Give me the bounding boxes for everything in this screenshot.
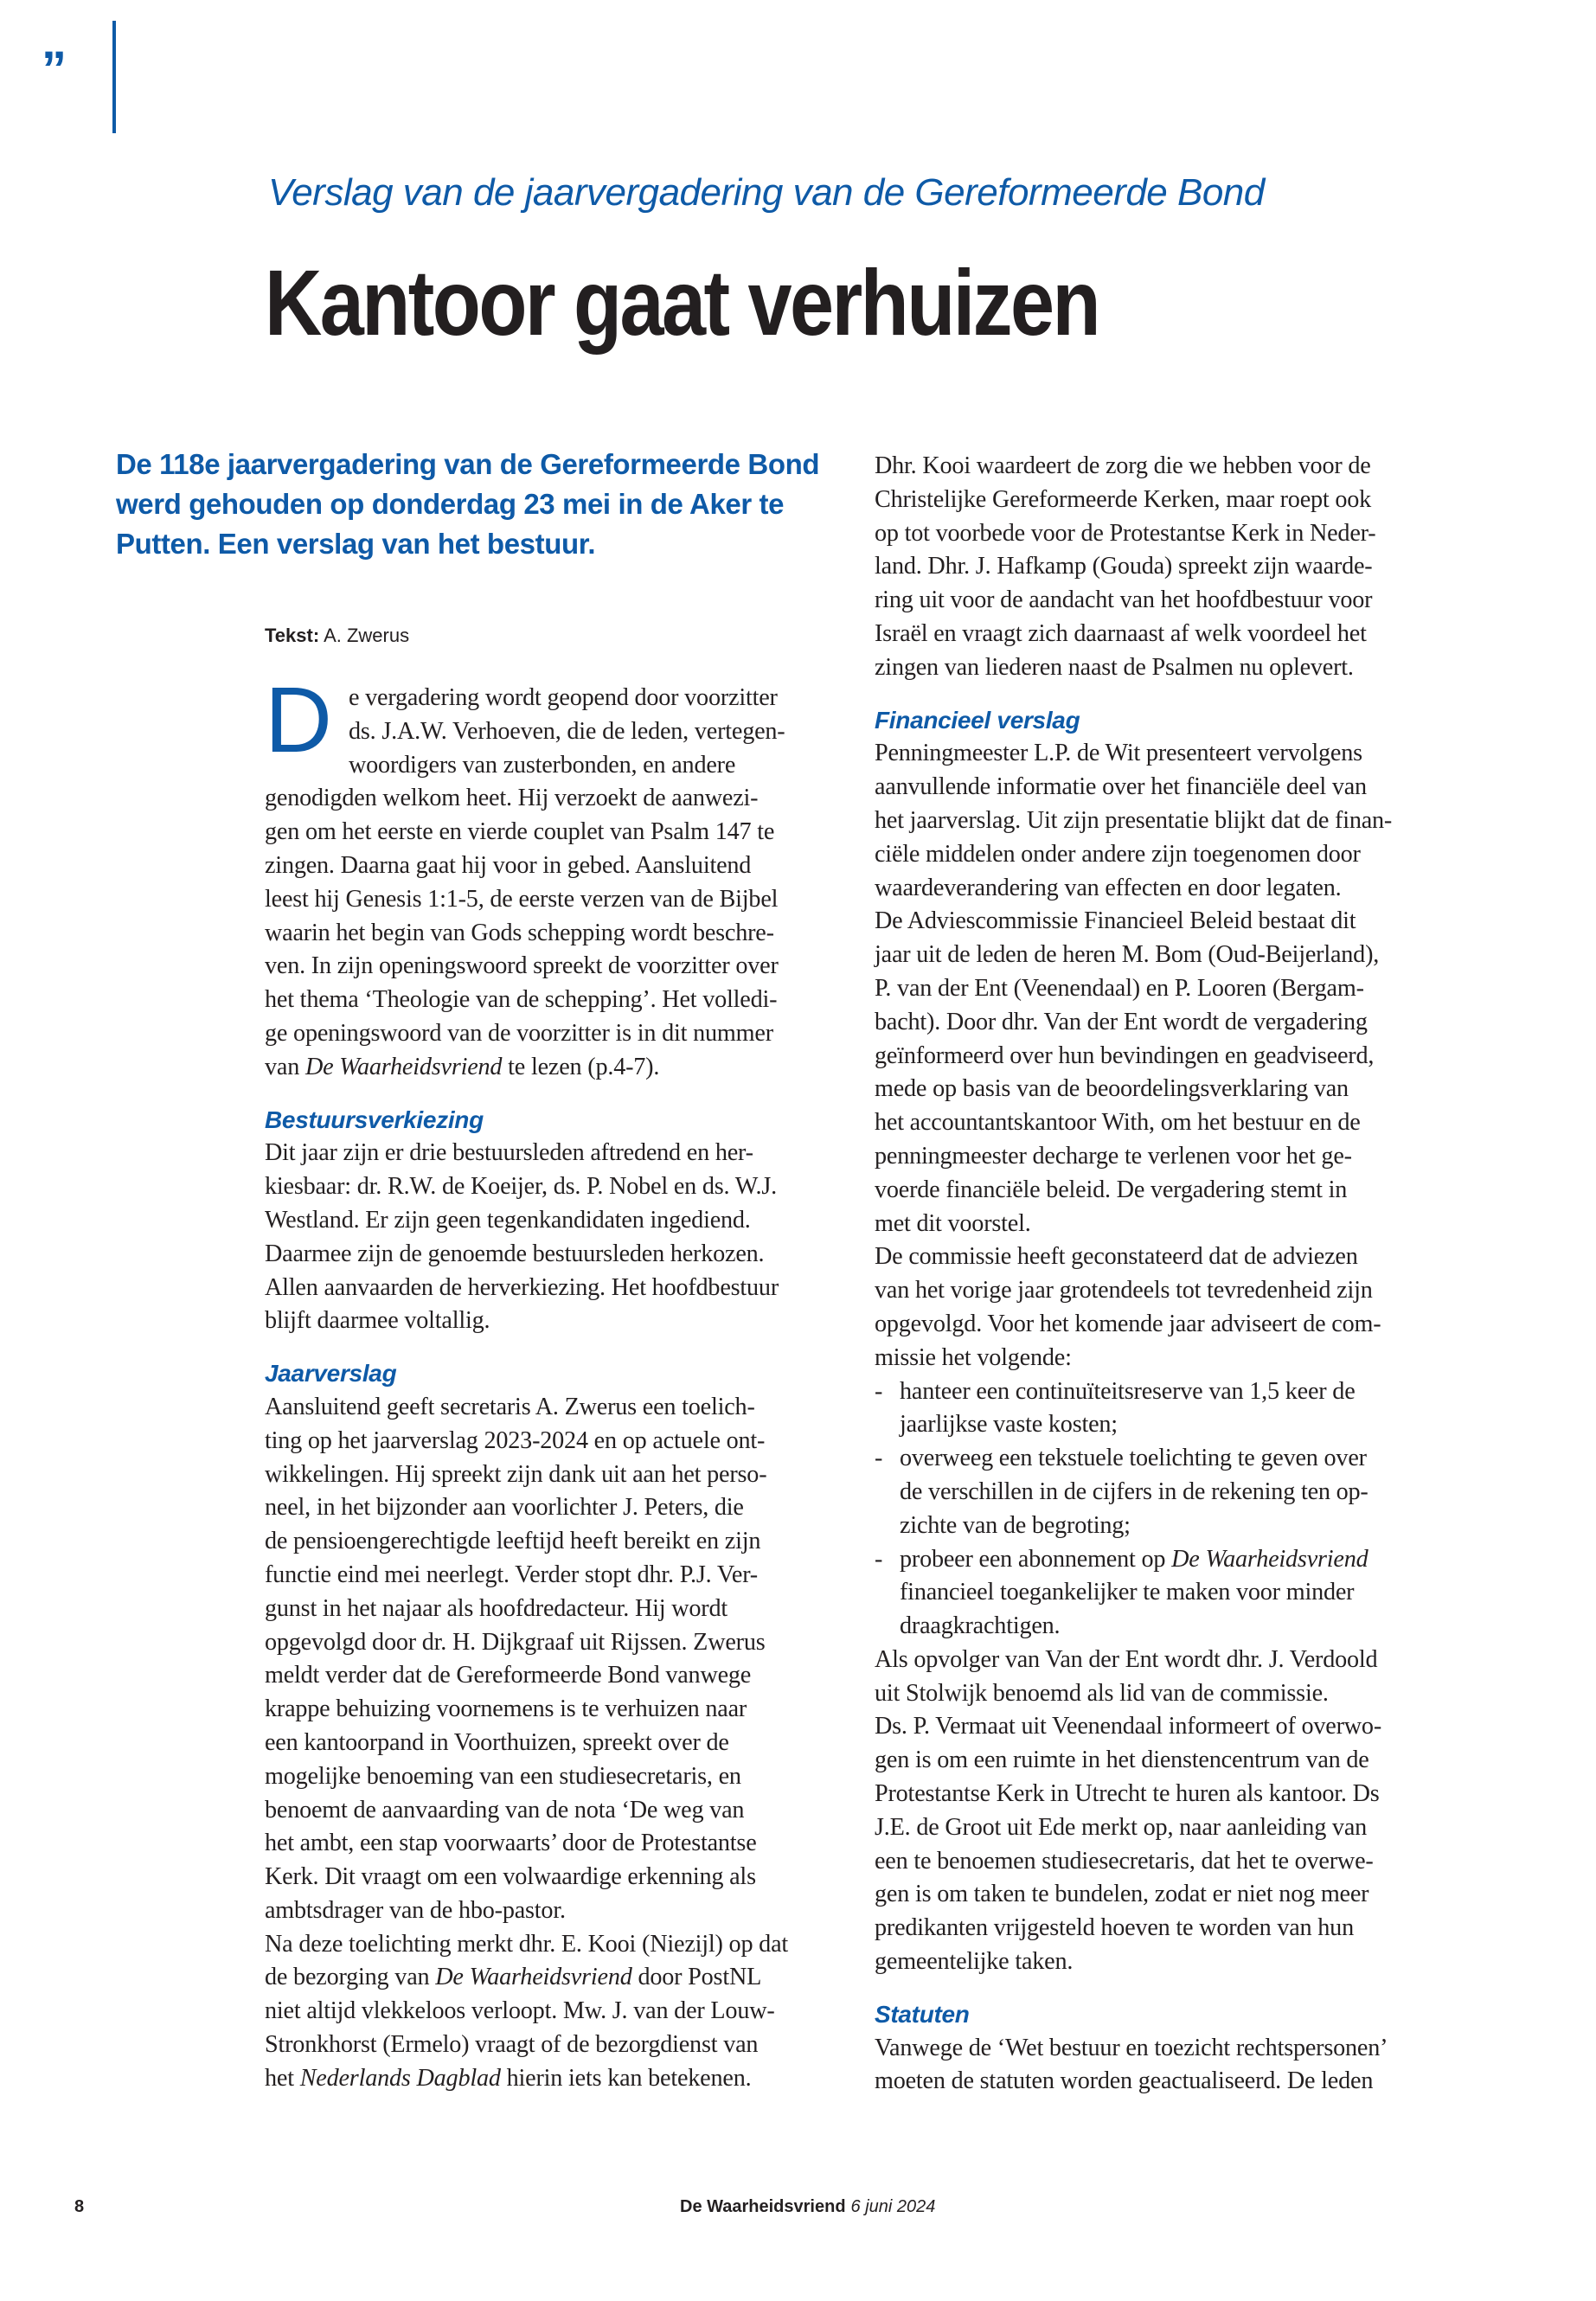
- magazine-title: De Waarheidsvriend: [1171, 1545, 1368, 1573]
- footer-magazine: De Waarheidsvriend: [680, 2197, 846, 2216]
- text-line: ring uit voor de aandacht van het hoofdbestuur voor: [875, 586, 1373, 614]
- text-line: de pensioengerechtigde leeftijd heeft bereikt en zijn: [265, 1528, 761, 1555]
- list-item: [875, 1543, 1442, 1577]
- text-line: neel, in het bijzonder aan voorlichter J. Peters, die: [265, 1494, 744, 1522]
- drop-cap: D: [265, 667, 332, 772]
- text-line: draagkrachtigen.: [900, 1612, 1061, 1640]
- text-line: leest hij Genesis 1:1-5, de eerste verzen van de Bijbel: [265, 885, 779, 913]
- text-run: probeer een abonnement op: [900, 1545, 1172, 1573]
- subheading-statuten: Statuten: [875, 2000, 970, 2028]
- text-line: zingen. Daarna gaat hij voor in gebed. Aansluitend: [265, 851, 752, 879]
- text-line: De Adviescommissie Financieel Beleid bestaat dit: [875, 907, 1356, 935]
- text-line: opgevolgd. Voor het komende jaar adviseert de com-: [875, 1310, 1381, 1337]
- left-column: [265, 667, 832, 2096]
- magazine-title: De Waarheidsvriend: [435, 1964, 632, 1991]
- text-line: krappe behuizing voornemens is te verhuizen naar: [265, 1695, 747, 1723]
- text-line: Dit jaar zijn er drie bestuursleden aftredend en her-: [265, 1139, 753, 1167]
- text-line: Stronkhorst (Ermelo) vraagt of de bezorgdienst van: [265, 2031, 759, 2059]
- byline: [265, 623, 409, 649]
- text-line: Vanwege de ‘Wet bestuur en toezicht rechtspersonen’: [875, 2034, 1388, 2061]
- text-line: genodigden welkom heet. Hij verzoekt de aanwezi-: [265, 785, 759, 812]
- text-line: voerde financiële beleid. De vergadering stemt in: [875, 1176, 1348, 1203]
- magazine-title: De Waarheidsvriend: [304, 1053, 503, 1080]
- text-line: gemeentelijke taken.: [875, 1948, 1074, 1976]
- text-line: bacht). Door dhr. Van der Ent wordt de vergadering: [875, 1008, 1368, 1035]
- byline-label: Tekst:: [265, 625, 320, 646]
- text-run: door PostNL: [631, 1964, 762, 1991]
- text-line: het jaarverslag. Uit zijn presentatie blijkt dat de finan-: [875, 806, 1393, 834]
- intro-lead: De 118e jaarvergadering van de Gereformeerde Bond werd gehouden op donderdag 23 mei in de Aker te Putten. Een verslag van het bestuur.: [116, 448, 820, 560]
- text-line: met dit voorstel.: [875, 1209, 1031, 1237]
- text-line: Na deze toelichting merkt dhr. E. Kooi (Niezijl) op dat: [265, 1930, 789, 1958]
- text-line: ds. J.A.W. Verhoeven, die de leden, vertegen-: [349, 717, 785, 745]
- text-line: het ambt, een stap voorwaarts’ door de Protestantse: [265, 1830, 757, 1857]
- byline-name: A. Zwerus: [324, 625, 410, 646]
- right-column: [875, 450, 1442, 2099]
- bullet-dash: -: [875, 1545, 883, 1573]
- text-line: waarin het begin van Gods schepping wordt beschre-: [265, 919, 774, 946]
- text-line: Aansluitend geeft secretaris A. Zwerus een toelich-: [265, 1393, 755, 1420]
- quote-mark-icon: ”: [42, 42, 67, 98]
- text-line: zingen van liederen naast de Psalmen nu oplevert.: [875, 653, 1354, 681]
- text-line: mogelijke benoeming van een studiesecretaris, en: [265, 1762, 741, 1790]
- text-line: penningmeester decharge te verlenen voor het ge-: [875, 1142, 1352, 1170]
- text-line: aanvullende informatie over het financiële deel van: [875, 773, 1367, 801]
- headline: Kantoor gaat verhuizen: [265, 250, 1099, 355]
- text-line: ambtsdrager van de hbo-pastor.: [265, 1896, 566, 1924]
- text-line: de verschillen in de cijfers in de rekening ten op-: [900, 1477, 1368, 1505]
- text-line: ven. In zijn openingswoord spreekt de voorzitter over: [265, 952, 779, 980]
- text-line: J.E. de Groot uit Ede merkt op, naar aanleiding van: [875, 1813, 1368, 1841]
- text-line: zichte van de begroting;: [900, 1511, 1131, 1539]
- subheading-bestuursverkiezing: Bestuursverkiezing: [265, 1106, 484, 1133]
- text-line: het accountantskantoor With, om het bestuur en de: [875, 1109, 1361, 1137]
- vertical-rule: [112, 21, 116, 133]
- text-run: overweeg een tekstuele toelichting te geven over: [900, 1445, 1367, 1472]
- text-line: gen is om taken te bundelen, zodat er niet nog meer: [875, 1881, 1369, 1908]
- text-run: hanteer een continuïteitsreserve van 1,5 keer de: [900, 1377, 1356, 1405]
- footer-masthead: [680, 2197, 935, 2217]
- text-line: meldt verder dat de Gereformeerde Bond vanwege: [265, 1662, 752, 1689]
- newspaper-title: Nederlands Dagblad: [299, 2064, 501, 2092]
- text-line: wikkelingen. Hij spreekt zijn dank uit aan het perso-: [265, 1460, 767, 1488]
- text-line: gen is om een ruimte in het dienstencentrum van de: [875, 1747, 1369, 1774]
- kicker: Verslag van de jaarvergadering van de Gereformeerde Bond: [268, 171, 1265, 214]
- text-line: [265, 1051, 832, 1085]
- text-line: Kerk. Dit vraagt om een volwaardige erkenning als: [265, 1863, 756, 1891]
- text-line: predikanten vrijgesteld hoeven te worden van hun: [875, 1914, 1354, 1942]
- text-line: jaarlijkse vaste kosten;: [900, 1411, 1118, 1439]
- subheading-jaarverslag: Jaarverslag: [265, 1360, 397, 1388]
- text-run: hierin iets kan betekenen.: [500, 2064, 752, 2092]
- text-run: het: [265, 2064, 300, 2092]
- page-number: 8: [74, 2197, 85, 2216]
- text-line: Ds. P. Vermaat uit Veenendaal informeert of overwo-: [875, 1713, 1381, 1740]
- text-line: Westland. Er zijn geen tegenkandidaten ingediend.: [265, 1206, 751, 1234]
- text-line: land. Dhr. J. Hafkamp (Gouda) spreekt zijn waarde-: [875, 553, 1373, 580]
- text-line: Christelijke Gereformeerde Kerken, maar roept ook: [875, 485, 1372, 513]
- text-line: opgevolgd door dr. H. Dijkgraaf uit Rijssen. Zwerus: [265, 1628, 766, 1656]
- text-line: waardeverandering van effecten en door legaten.: [875, 874, 1342, 901]
- bullet-dash: -: [875, 1445, 883, 1472]
- text-line: Daarmee zijn de genoemde bestuursleden herkozen.: [265, 1240, 765, 1267]
- list-item: [875, 1442, 1442, 1476]
- text-line: ciële middelen onder andere zijn toegenomen door: [875, 840, 1361, 868]
- text-line: van het vorige jaar grotendeels tot tevredenheid zijn: [875, 1277, 1373, 1304]
- text-line: [265, 2062, 832, 2096]
- text-line: een kantoorpand in Voorthuizen, spreekt over de: [265, 1728, 729, 1756]
- text-line: P. van der Ent (Veenendaal) en P. Looren (Bergam-: [875, 974, 1364, 1002]
- opening-paragraph: [265, 667, 832, 1085]
- text-line: het thema ‘Theologie van de schepping’. Het volledi-: [265, 986, 778, 1014]
- subheading-financieel-verslag: Financieel verslag: [875, 706, 1080, 734]
- footer-date: 6 juni 2024: [850, 2197, 936, 2216]
- text-line: e vergadering wordt geopend door voorzitter: [349, 684, 778, 711]
- text-line: blijft daarmee voltallig.: [265, 1307, 490, 1335]
- text-line: gen om het eerste en vierde couplet van Psalm 147 te: [265, 818, 775, 846]
- list-item: [875, 1375, 1442, 1409]
- text-line: functie eind mei neerlegt. Verder stopt dhr. P.J. Ver-: [265, 1561, 758, 1588]
- text-line: Allen aanvaarden de herverkiezing. Het hoofdbestuur: [265, 1273, 779, 1301]
- text-line: niet altijd vlekkeloos verloopt. Mw. J. van der Louw-: [265, 1997, 775, 2025]
- text-line: Israël en vraagt zich daarnaast af welk voordeel het: [875, 619, 1367, 647]
- text-line: Penningmeester L.P. de Wit presenteert vervolgens: [875, 740, 1362, 767]
- text-line: jaar uit de leden de heren M. Bom (Oud-Beijerland),: [875, 941, 1380, 969]
- text-line: Dhr. Kooi waardeert de zorg die we hebben voor de: [875, 452, 1371, 479]
- text-line: Protestantse Kerk in Utrecht te huren als kantoor. Ds: [875, 1780, 1380, 1808]
- text-run: de bezorging van: [265, 1964, 436, 1991]
- text-line: ting op het jaarverslag 2023-2024 en op actuele ont-: [265, 1426, 766, 1454]
- text-line: ge openingswoord van de voorzitter is in dit nummer: [265, 1019, 773, 1047]
- text-run: van: [265, 1053, 305, 1080]
- text-line: woordigers van zusterbonden, en andere: [349, 751, 736, 779]
- text-line: geïnformeerd over hun bevindingen en geadviseerd,: [875, 1042, 1375, 1069]
- text-line: missie het volgende:: [875, 1343, 1072, 1371]
- text-line: benoemt de aanvaarding van de nota ‘De weg van: [265, 1796, 745, 1823]
- text-line: uit Stolwijk benoemd als lid van de commissie.: [875, 1679, 1329, 1707]
- text-line: moeten de statuten worden geactualiseerd. De leden: [875, 2067, 1374, 2095]
- text-line: een te benoemen studiesecretaris, dat het te overwe-: [875, 1847, 1374, 1875]
- text-line: financieel toegankelijker te maken voor minder: [900, 1579, 1355, 1606]
- text-line: Als opvolger van Van der Ent wordt dhr. J. Verdoold: [875, 1645, 1378, 1673]
- text-run: te lezen (p.4-7).: [502, 1053, 660, 1080]
- text-line: De commissie heeft geconstateerd dat de adviezen: [875, 1243, 1358, 1271]
- text-line: kiesbaar: dr. R.W. de Koeijer, ds. P. Nobel en ds. W.J.: [265, 1173, 778, 1201]
- text-line: gunst in het najaar als hoofdredacteur. Hij wordt: [265, 1594, 727, 1622]
- text-line: [265, 1961, 832, 1995]
- text-line: op tot voorbede voor de Protestantse Kerk in Neder-: [875, 519, 1376, 547]
- text-line: mede op basis van de beoordelingsverklaring van: [875, 1075, 1349, 1103]
- bullet-dash: -: [875, 1377, 883, 1405]
